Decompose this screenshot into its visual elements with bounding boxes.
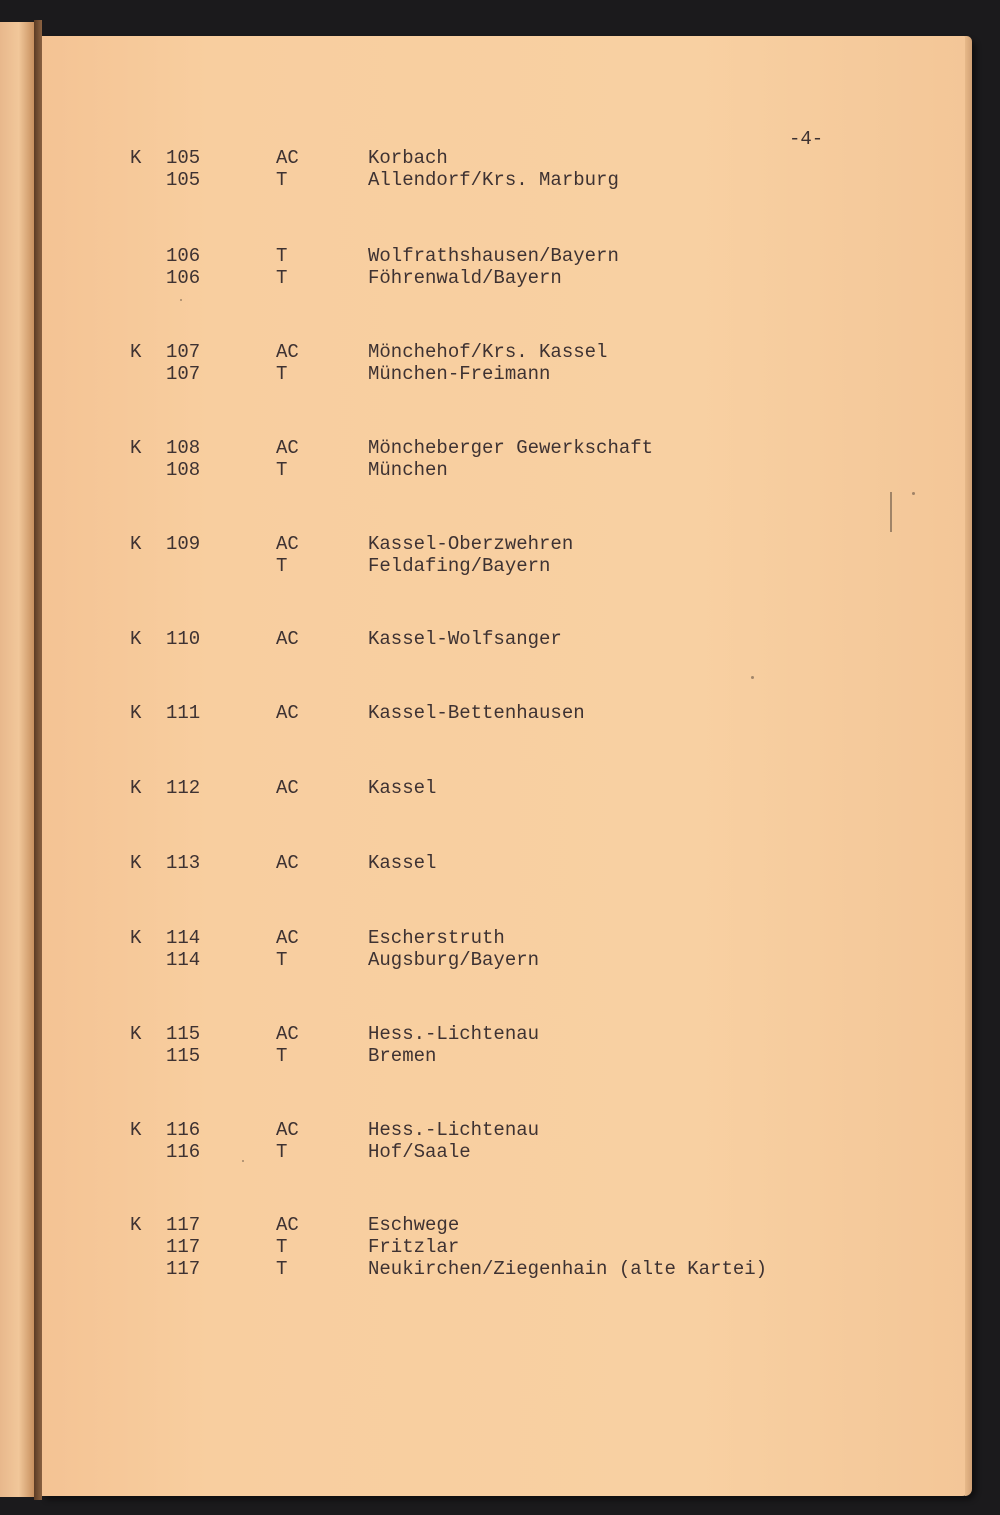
page-edge [965,36,972,1496]
entry-number: 116 [166,1141,201,1163]
entry-place: Föhrenwald/Bayern [368,267,562,289]
entry-number: 115 [166,1045,201,1067]
entry-number: 117 [166,1214,201,1236]
entry-prefix: K [130,628,142,650]
entry-place: Kassel-Wolfsanger [368,628,562,650]
entry-type: T [276,363,288,385]
entry-type: T [276,169,288,191]
entry-number: 106 [166,267,201,289]
entry-prefix: K [130,702,142,724]
entry-prefix: K [130,1119,142,1141]
entry-number: 107 [166,363,201,385]
document-page [42,36,972,1496]
entry-type: T [276,949,288,971]
paper-speck [242,1160,244,1162]
entry-place: Neukirchen/Ziegenhain (alte Kartei) [368,1258,768,1280]
entry-place: Bremen [368,1045,437,1067]
entry-place: Hess.-Lichtenau [368,1119,540,1141]
entry-place: Eschwege [368,1214,460,1236]
entry-number: 105 [166,169,201,191]
entry-type: AC [276,628,299,650]
entry-place: Escherstruth [368,927,505,949]
entry-number: 114 [166,927,201,949]
entry-prefix: K [130,777,142,799]
entry-number: 114 [166,949,201,971]
entry-type: T [276,1236,288,1258]
entry-prefix: K [130,147,142,169]
entry-number: 108 [166,437,201,459]
entry-type: AC [276,702,299,724]
entry-type: AC [276,341,299,363]
entry-type: AC [276,852,299,874]
entry-number: 117 [166,1258,201,1280]
entry-place: Feldafing/Bayern [368,555,551,577]
entry-prefix: K [130,533,142,555]
entry-number: 115 [166,1023,201,1045]
entry-place: Fritzlar [368,1236,460,1258]
entry-place: Kassel [368,777,437,799]
entry-place: München-Freimann [368,363,551,385]
entry-number: 117 [166,1236,201,1258]
page-number: -4- [789,128,824,150]
entry-place: Kassel-Bettenhausen [368,702,585,724]
entry-number: 112 [166,777,201,799]
entry-place: Korbach [368,147,448,169]
entry-type: AC [276,437,299,459]
paper-speck [751,676,754,679]
entry-number: 116 [166,1119,201,1141]
entry-place: Kassel-Oberzwehren [368,533,574,555]
entry-prefix: K [130,1214,142,1236]
paper-speck [180,299,182,301]
entry-type: AC [276,533,299,555]
entry-place: Mönchehof/Krs. Kassel [368,341,608,363]
entry-prefix: K [130,437,142,459]
entry-type: T [276,1258,288,1280]
entry-number: 107 [166,341,201,363]
entry-type: T [276,245,288,267]
entry-prefix: K [130,852,142,874]
entry-place: Allendorf/Krs. Marburg [368,169,619,191]
entry-place: Augsburg/Bayern [368,949,540,971]
entry-type: AC [276,927,299,949]
entry-number: 105 [166,147,201,169]
entry-type: T [276,459,288,481]
entry-type: AC [276,1119,299,1141]
entry-place: Kassel [368,852,437,874]
entry-type: AC [276,777,299,799]
entry-type: AC [276,1214,299,1236]
entry-number: 106 [166,245,201,267]
entry-type: AC [276,1023,299,1045]
book-gutter [34,20,42,1500]
margin-dot [912,492,915,495]
entry-type: T [276,267,288,289]
entry-prefix: K [130,1023,142,1045]
margin-mark [890,492,892,532]
entry-number: 111 [166,702,201,724]
entry-type: T [276,1141,288,1163]
entry-prefix: K [130,341,142,363]
entry-number: 113 [166,852,201,874]
entry-place: Möncheberger Gewerkschaft [368,437,654,459]
entry-place: Wolfrathshausen/Bayern [368,245,619,267]
entry-type: AC [276,147,299,169]
entry-type: T [276,555,288,577]
entry-type: T [276,1045,288,1067]
entry-number: 110 [166,628,201,650]
entry-place: München [368,459,448,481]
entry-number: 109 [166,533,201,555]
entry-number: 108 [166,459,201,481]
entry-place: Hess.-Lichtenau [368,1023,540,1045]
entry-place: Hof/Saale [368,1141,471,1163]
facing-page-edge [0,22,36,1497]
entry-prefix: K [130,927,142,949]
